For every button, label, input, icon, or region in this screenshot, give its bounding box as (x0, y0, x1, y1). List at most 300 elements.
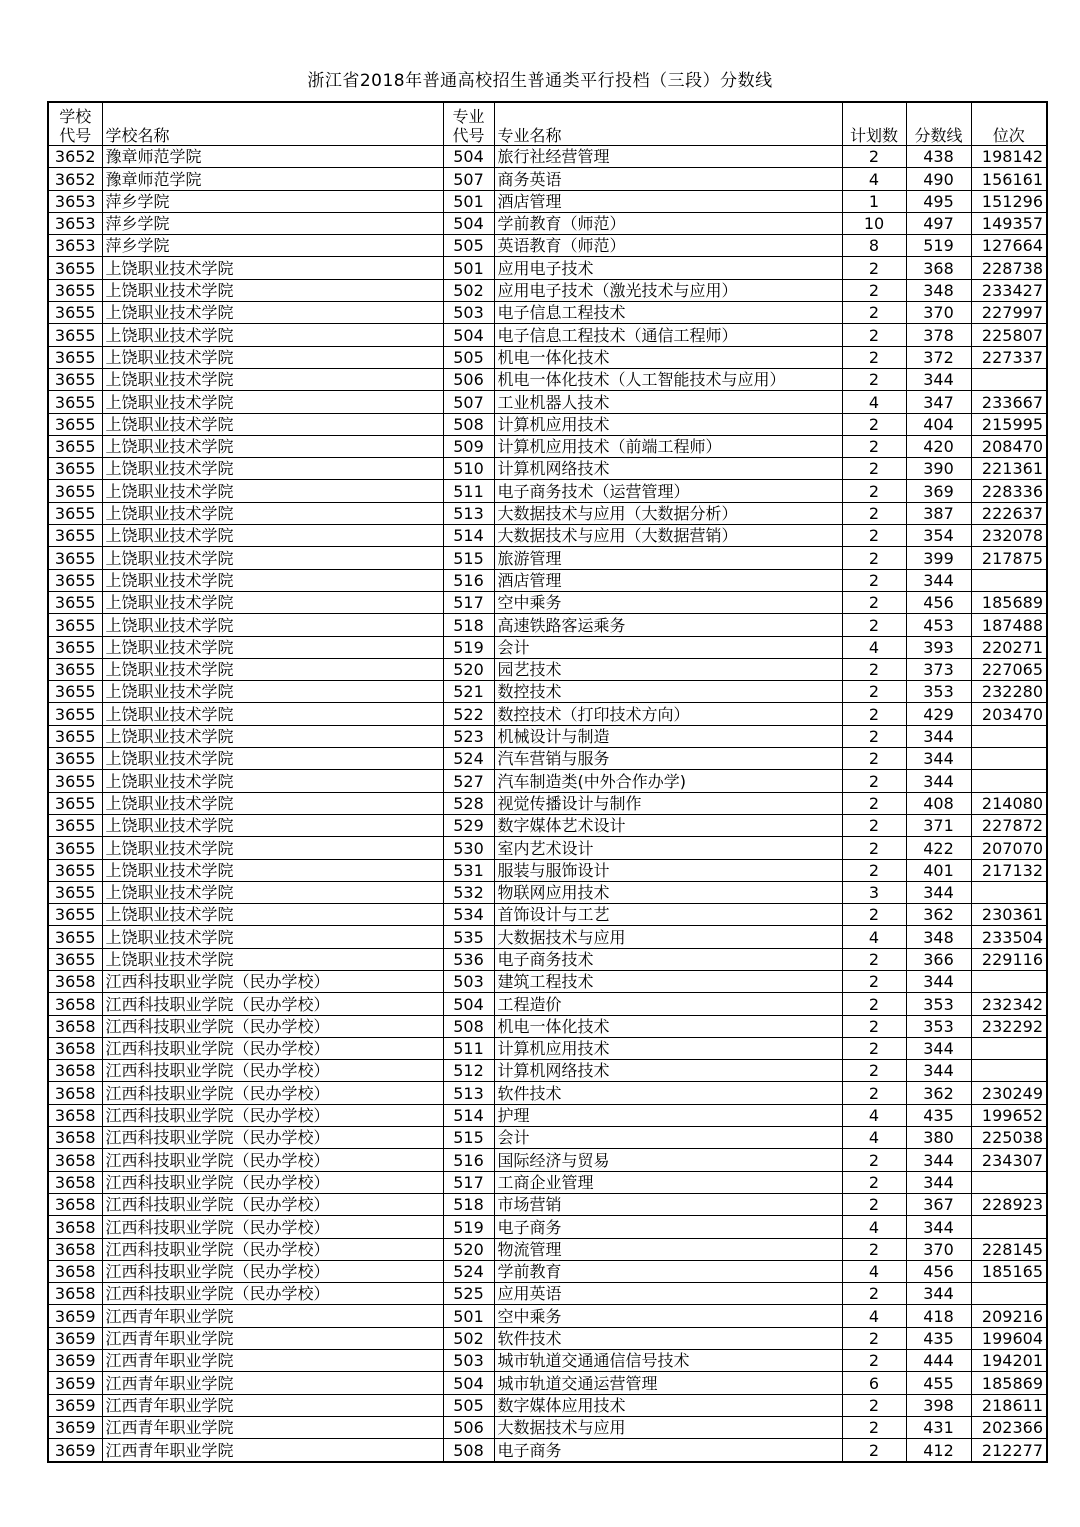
header-major-code-line2: 代号 (452, 126, 485, 145)
cell-school-code: 3655 (48, 904, 102, 926)
cell-school-code: 3658 (48, 1193, 102, 1215)
cell-school-code: 3655 (48, 881, 102, 903)
cell-school-code: 3655 (48, 302, 102, 324)
cell-major-name: 机电一体化技术 (494, 346, 842, 368)
cell-school-code: 3655 (48, 703, 102, 725)
cell-major-name: 计算机应用技术（前端工程师） (494, 435, 842, 457)
cell-school-code: 3655 (48, 279, 102, 301)
cell-major-code: 509 (443, 435, 494, 457)
cell-rank: 233667 (971, 391, 1047, 413)
cell-rank: 202366 (971, 1416, 1047, 1438)
table-row (48, 1060, 1047, 1082)
cell-major-code: 505 (443, 235, 494, 257)
cell-school-code: 3658 (48, 1260, 102, 1282)
cell-school-name: 江西科技职业学院（民办学校） (102, 1104, 443, 1126)
cell-score: 435 (906, 1104, 971, 1126)
cell-score: 387 (906, 502, 971, 524)
cell-major-code: 532 (443, 881, 494, 903)
cell-major-code: 513 (443, 502, 494, 524)
cell-major-name: 城市轨道交通通信信号技术 (494, 1350, 842, 1372)
cell-school-name: 萍乡学院 (102, 190, 443, 212)
cell-score: 368 (906, 257, 971, 279)
cell-score: 431 (906, 1416, 971, 1438)
cell-school-name: 上饶职业技术学院 (102, 814, 443, 836)
cell-plan: 2 (842, 413, 906, 435)
cell-major-name: 汽车制造类(中外合作办学) (494, 770, 842, 792)
cell-rank (971, 1216, 1047, 1238)
cell-rank: 233427 (971, 279, 1047, 301)
cell-rank: 222637 (971, 502, 1047, 524)
cell-major-name: 旅游管理 (494, 547, 842, 569)
cell-school-code: 3658 (48, 1149, 102, 1171)
cell-school-name: 上饶职业技术学院 (102, 703, 443, 725)
table-row (48, 324, 1047, 346)
table-row (48, 703, 1047, 725)
cell-score: 412 (906, 1439, 971, 1462)
cell-major-name: 室内艺术设计 (494, 837, 842, 859)
cell-rank: 230249 (971, 1082, 1047, 1104)
cell-score: 418 (906, 1305, 971, 1327)
cell-plan: 4 (842, 168, 906, 190)
cell-major-code: 521 (443, 681, 494, 703)
cell-major-name: 电子商务技术（运营管理） (494, 480, 842, 502)
cell-rank (971, 569, 1047, 591)
cell-score: 347 (906, 391, 971, 413)
cell-school-code: 3655 (48, 926, 102, 948)
table-row (48, 770, 1047, 792)
cell-school-name: 江西科技职业学院（民办学校） (102, 1260, 443, 1282)
cell-score: 353 (906, 993, 971, 1015)
cell-school-name: 江西科技职业学院（民办学校） (102, 1238, 443, 1260)
cell-school-code: 3659 (48, 1327, 102, 1349)
cell-school-code: 3655 (48, 547, 102, 569)
cell-plan: 2 (842, 814, 906, 836)
cell-major-code: 522 (443, 703, 494, 725)
cell-plan: 2 (842, 502, 906, 524)
cell-score: 393 (906, 636, 971, 658)
cell-score: 401 (906, 859, 971, 881)
cell-score: 378 (906, 324, 971, 346)
cell-school-name: 上饶职业技术学院 (102, 926, 443, 948)
cell-score: 398 (906, 1394, 971, 1416)
table-row (48, 1104, 1047, 1126)
cell-major-code: 514 (443, 525, 494, 547)
cell-plan: 2 (842, 970, 906, 992)
cell-school-name: 上饶职业技术学院 (102, 368, 443, 390)
cell-school-name: 江西科技职业学院（民办学校） (102, 1171, 443, 1193)
cell-plan: 2 (842, 859, 906, 881)
cell-rank: 227337 (971, 346, 1047, 368)
table-row (48, 681, 1047, 703)
cell-major-code: 511 (443, 1037, 494, 1059)
cell-plan: 4 (842, 1104, 906, 1126)
cell-major-code: 511 (443, 480, 494, 502)
cell-rank: 233504 (971, 926, 1047, 948)
cell-school-code: 3655 (48, 859, 102, 881)
cell-major-name: 高速铁路客运乘务 (494, 614, 842, 636)
cell-school-code: 3658 (48, 1127, 102, 1149)
table-row (48, 1305, 1047, 1327)
cell-plan: 6 (842, 1372, 906, 1394)
table-row (48, 547, 1047, 569)
cell-major-name: 商务英语 (494, 168, 842, 190)
cell-school-name: 上饶职业技术学院 (102, 502, 443, 524)
cell-major-code: 518 (443, 1193, 494, 1215)
cell-plan: 4 (842, 636, 906, 658)
cell-major-code: 524 (443, 748, 494, 770)
cell-major-code: 518 (443, 614, 494, 636)
table-row (48, 904, 1047, 926)
cell-rank: 228145 (971, 1238, 1047, 1260)
table-row (48, 279, 1047, 301)
cell-major-code: 516 (443, 1149, 494, 1171)
cell-school-code: 3653 (48, 235, 102, 257)
table-row (48, 569, 1047, 591)
cell-plan: 2 (842, 458, 906, 480)
cell-rank: 212277 (971, 1439, 1047, 1462)
cell-school-name: 上饶职业技术学院 (102, 525, 443, 547)
cell-score: 344 (906, 1037, 971, 1059)
cell-plan: 2 (842, 703, 906, 725)
cell-rank: 229116 (971, 948, 1047, 970)
cell-major-name: 电子商务 (494, 1216, 842, 1238)
cell-school-name: 上饶职业技术学院 (102, 413, 443, 435)
cell-score: 420 (906, 435, 971, 457)
cell-school-name: 江西科技职业学院（民办学校） (102, 1037, 443, 1059)
cell-major-name: 工程造价 (494, 993, 842, 1015)
cell-school-name: 江西科技职业学院（民办学校） (102, 1015, 443, 1037)
cell-major-name: 国际经济与贸易 (494, 1149, 842, 1171)
table-row (48, 235, 1047, 257)
cell-school-code: 3655 (48, 525, 102, 547)
cell-rank: 232078 (971, 525, 1047, 547)
cell-rank (971, 748, 1047, 770)
cell-school-name: 上饶职业技术学院 (102, 324, 443, 346)
cell-plan: 2 (842, 1416, 906, 1438)
table-row (48, 1015, 1047, 1037)
cell-school-code: 3658 (48, 1238, 102, 1260)
cell-plan: 2 (842, 569, 906, 591)
cell-school-name: 江西科技职业学院（民办学校） (102, 993, 443, 1015)
cell-school-name: 江西科技职业学院（民办学校） (102, 1060, 443, 1082)
cell-rank (971, 770, 1047, 792)
header-school-code (48, 102, 102, 146)
cell-major-code: 504 (443, 993, 494, 1015)
cell-rank: 156161 (971, 168, 1047, 190)
cell-major-name: 市场营销 (494, 1193, 842, 1215)
cell-school-code: 3658 (48, 1283, 102, 1305)
cell-major-code: 504 (443, 212, 494, 234)
cell-score: 490 (906, 168, 971, 190)
cell-rank: 225038 (971, 1127, 1047, 1149)
table-row (48, 859, 1047, 881)
table-row (48, 1216, 1047, 1238)
cell-rank (971, 725, 1047, 747)
cell-rank: 217875 (971, 547, 1047, 569)
cell-rank: 185689 (971, 591, 1047, 613)
cell-score: 353 (906, 1015, 971, 1037)
cell-score: 367 (906, 1193, 971, 1215)
cell-rank (971, 1060, 1047, 1082)
cell-major-code: 515 (443, 1127, 494, 1149)
cell-major-name: 学前教育 (494, 1260, 842, 1282)
cell-plan: 2 (842, 1037, 906, 1059)
cell-plan: 2 (842, 1193, 906, 1215)
cell-score: 344 (906, 1171, 971, 1193)
cell-major-name: 工业机器人技术 (494, 391, 842, 413)
cell-major-name: 计算机网络技术 (494, 458, 842, 480)
cell-score: 438 (906, 146, 971, 168)
cell-major-code: 520 (443, 1238, 494, 1260)
cell-school-code: 3659 (48, 1394, 102, 1416)
cell-major-name: 数字媒体艺术设计 (494, 814, 842, 836)
cell-major-code: 520 (443, 658, 494, 680)
cell-plan: 2 (842, 346, 906, 368)
cell-plan: 4 (842, 1216, 906, 1238)
cell-school-name: 上饶职业技术学院 (102, 748, 443, 770)
table-row (48, 368, 1047, 390)
cell-score: 373 (906, 658, 971, 680)
cell-major-name: 酒店管理 (494, 569, 842, 591)
cell-rank: 234307 (971, 1149, 1047, 1171)
cell-rank: 207070 (971, 837, 1047, 859)
cell-major-code: 501 (443, 1305, 494, 1327)
cell-school-name: 江西科技职业学院（民办学校） (102, 1082, 443, 1104)
cell-school-code: 3659 (48, 1305, 102, 1327)
cell-plan: 2 (842, 993, 906, 1015)
table-row (48, 1193, 1047, 1215)
cell-major-name: 护理 (494, 1104, 842, 1126)
cell-school-code: 3652 (48, 168, 102, 190)
cell-major-name: 电子商务技术 (494, 948, 842, 970)
cell-plan: 2 (842, 1060, 906, 1082)
cell-major-code: 528 (443, 792, 494, 814)
table-row (48, 1283, 1047, 1305)
table-row (48, 658, 1047, 680)
cell-major-name: 英语教育（师范） (494, 235, 842, 257)
cell-major-name: 酒店管理 (494, 190, 842, 212)
cell-rank: 209216 (971, 1305, 1047, 1327)
cell-plan: 2 (842, 1238, 906, 1260)
cell-score: 362 (906, 1082, 971, 1104)
cell-plan: 2 (842, 837, 906, 859)
table-row (48, 1238, 1047, 1260)
cell-major-code: 523 (443, 725, 494, 747)
cell-rank (971, 1283, 1047, 1305)
cell-school-code: 3655 (48, 814, 102, 836)
cell-major-name: 大数据技术与应用 (494, 1416, 842, 1438)
cell-score: 369 (906, 480, 971, 502)
cell-score: 456 (906, 591, 971, 613)
cell-plan: 2 (842, 681, 906, 703)
cell-school-name: 上饶职业技术学院 (102, 569, 443, 591)
cell-rank: 227997 (971, 302, 1047, 324)
cell-school-code: 3659 (48, 1372, 102, 1394)
table-row (48, 257, 1047, 279)
cell-school-code: 3655 (48, 324, 102, 346)
cell-school-code: 3655 (48, 725, 102, 747)
cell-score: 495 (906, 190, 971, 212)
cell-major-code: 507 (443, 168, 494, 190)
cell-rank: 203470 (971, 703, 1047, 725)
cell-score: 344 (906, 1149, 971, 1171)
cell-school-code: 3658 (48, 1015, 102, 1037)
cell-school-name: 上饶职业技术学院 (102, 480, 443, 502)
cell-major-name: 计算机应用技术 (494, 413, 842, 435)
table-row (48, 814, 1047, 836)
cell-school-name: 上饶职业技术学院 (102, 792, 443, 814)
cell-major-code: 519 (443, 1216, 494, 1238)
cell-school-name: 江西科技职业学院（民办学校） (102, 1283, 443, 1305)
table-row (48, 1082, 1047, 1104)
cell-major-code: 512 (443, 1060, 494, 1082)
table-row (48, 1416, 1047, 1438)
cell-school-code: 3655 (48, 435, 102, 457)
cell-school-name: 江西科技职业学院（民办学校） (102, 970, 443, 992)
cell-plan: 2 (842, 658, 906, 680)
cell-major-name: 园艺技术 (494, 658, 842, 680)
cell-school-code: 3658 (48, 1104, 102, 1126)
cell-school-name: 江西青年职业学院 (102, 1350, 443, 1372)
cell-plan: 2 (842, 1082, 906, 1104)
cell-score: 344 (906, 368, 971, 390)
table-row (48, 190, 1047, 212)
cell-score: 348 (906, 926, 971, 948)
cell-rank: 194201 (971, 1350, 1047, 1372)
header-school-name: 学校名称 (102, 102, 443, 146)
cell-major-name: 视觉传播设计与制作 (494, 792, 842, 814)
header-major-name: 专业名称 (494, 102, 842, 146)
table-row (48, 881, 1047, 903)
table-row (48, 391, 1047, 413)
cell-school-code: 3655 (48, 792, 102, 814)
cell-school-name: 上饶职业技术学院 (102, 681, 443, 703)
cell-major-name: 工商企业管理 (494, 1171, 842, 1193)
cell-school-name: 上饶职业技术学院 (102, 881, 443, 903)
cell-major-name: 机械设计与制造 (494, 725, 842, 747)
cell-plan: 4 (842, 1260, 906, 1282)
cell-score: 370 (906, 1238, 971, 1260)
table-row (48, 302, 1047, 324)
cell-school-code: 3655 (48, 413, 102, 435)
cell-rank: 199652 (971, 1104, 1047, 1126)
cell-school-name: 上饶职业技术学院 (102, 725, 443, 747)
cell-plan: 2 (842, 525, 906, 547)
header-school-code-line1: 学校 (59, 107, 92, 126)
header-major-code-line1: 专业 (452, 107, 485, 126)
cell-rank: 217132 (971, 859, 1047, 881)
cell-plan: 2 (842, 1350, 906, 1372)
cell-major-code: 531 (443, 859, 494, 881)
cell-plan: 2 (842, 146, 906, 168)
table-row (48, 926, 1047, 948)
cell-school-name: 江西科技职业学院（民办学校） (102, 1149, 443, 1171)
table-row (48, 413, 1047, 435)
cell-score: 453 (906, 614, 971, 636)
table-row (48, 1149, 1047, 1171)
cell-major-code: 524 (443, 1260, 494, 1282)
cell-school-code: 3655 (48, 614, 102, 636)
cell-school-name: 上饶职业技术学院 (102, 346, 443, 368)
cell-rank (971, 970, 1047, 992)
cell-score: 444 (906, 1350, 971, 1372)
cell-plan: 2 (842, 547, 906, 569)
cell-school-name: 江西青年职业学院 (102, 1305, 443, 1327)
cell-school-name: 上饶职业技术学院 (102, 458, 443, 480)
cell-major-code: 508 (443, 1015, 494, 1037)
table-row (48, 993, 1047, 1015)
cell-score: 344 (906, 725, 971, 747)
cell-major-code: 517 (443, 591, 494, 613)
cell-rank (971, 1171, 1047, 1193)
cell-school-code: 3653 (48, 212, 102, 234)
cell-plan: 2 (842, 748, 906, 770)
cell-major-code: 503 (443, 1350, 494, 1372)
cell-plan: 1 (842, 190, 906, 212)
table-row (48, 458, 1047, 480)
cell-school-name: 江西青年职业学院 (102, 1394, 443, 1416)
cell-school-name: 上饶职业技术学院 (102, 302, 443, 324)
cell-school-name: 上饶职业技术学院 (102, 837, 443, 859)
cell-school-code: 3655 (48, 658, 102, 680)
cell-major-code: 515 (443, 547, 494, 569)
cell-score: 362 (906, 904, 971, 926)
cell-school-name: 江西科技职业学院（民办学校） (102, 1193, 443, 1215)
cell-score: 380 (906, 1127, 971, 1149)
cell-score: 390 (906, 458, 971, 480)
cell-school-name: 豫章师范学院 (102, 168, 443, 190)
cell-plan: 2 (842, 480, 906, 502)
header-school-code-line2: 代号 (59, 126, 92, 145)
cell-major-code: 501 (443, 257, 494, 279)
cell-major-name: 学前教育（师范） (494, 212, 842, 234)
cell-score: 372 (906, 346, 971, 368)
cell-major-name: 应用电子技术 (494, 257, 842, 279)
cell-score: 519 (906, 235, 971, 257)
cell-school-code: 3658 (48, 1171, 102, 1193)
cell-major-name: 计算机网络技术 (494, 1060, 842, 1082)
cell-major-name: 电子信息工程技术（通信工程师） (494, 324, 842, 346)
cell-plan: 2 (842, 1149, 906, 1171)
cell-plan: 4 (842, 1127, 906, 1149)
table-row (48, 1127, 1047, 1149)
cell-rank: 227872 (971, 814, 1047, 836)
cell-school-name: 江西青年职业学院 (102, 1327, 443, 1349)
cell-school-code: 3655 (48, 569, 102, 591)
cell-major-code: 510 (443, 458, 494, 480)
cell-plan: 2 (842, 770, 906, 792)
cell-major-name: 大数据技术与应用（大数据分析） (494, 502, 842, 524)
cell-plan: 2 (842, 1015, 906, 1037)
cell-major-code: 508 (443, 413, 494, 435)
cell-school-code: 3655 (48, 458, 102, 480)
cell-plan: 4 (842, 391, 906, 413)
cell-score: 399 (906, 547, 971, 569)
cell-major-name: 服装与服饰设计 (494, 859, 842, 881)
table-row (48, 748, 1047, 770)
cell-rank: 227065 (971, 658, 1047, 680)
cell-score: 422 (906, 837, 971, 859)
cell-rank: 232292 (971, 1015, 1047, 1037)
table-row (48, 435, 1047, 457)
table-row (48, 1439, 1047, 1462)
cell-major-name: 汽车营销与服务 (494, 748, 842, 770)
header-rank: 位次 (971, 102, 1047, 146)
cell-major-name: 物联网应用技术 (494, 881, 842, 903)
cell-plan: 2 (842, 591, 906, 613)
table-row (48, 1327, 1047, 1349)
cell-major-name: 空中乘务 (494, 1305, 842, 1327)
